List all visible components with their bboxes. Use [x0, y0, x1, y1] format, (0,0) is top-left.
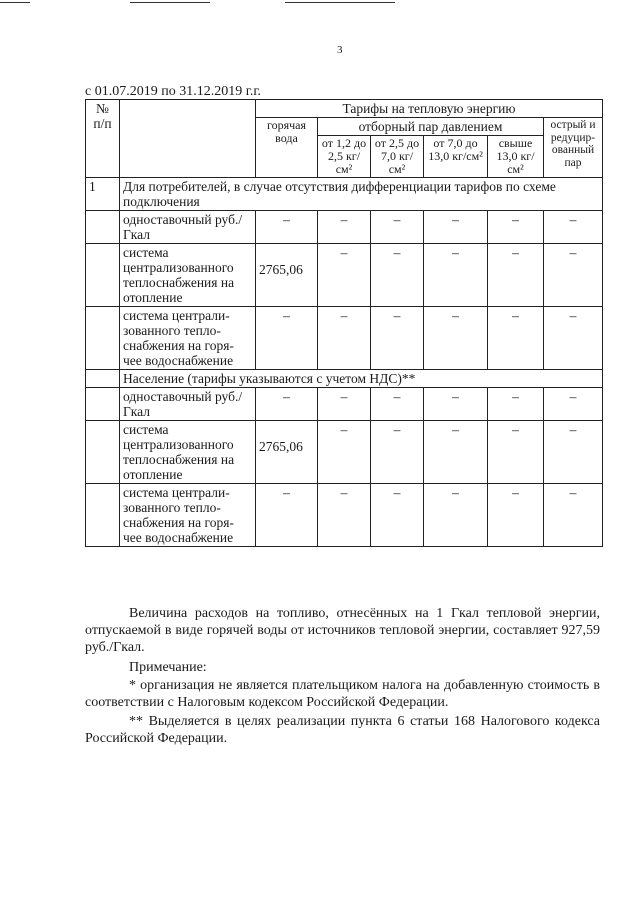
dash-cell: – [318, 421, 371, 484]
dash-cell: – [488, 211, 544, 244]
header-pressure: от 1,2 до 2,5 кг/см² [318, 136, 371, 178]
table-row [86, 421, 603, 484]
dash-cell: – [424, 421, 488, 484]
scan-mark [285, 2, 395, 3]
table-group-row [86, 178, 603, 211]
dash-cell: – [424, 307, 488, 370]
header-pressure: свыше 13,0 кг/см² [488, 136, 544, 178]
dash-cell: – [318, 244, 371, 307]
fuel-cost-paragraph: Величина расходов на топливо, отнесённых на 1 Гкал тепловой энергии, отпускаемой в виде горячей воды от источников тепловой энергии, составляет 927,59 руб./Гкал. [85, 606, 600, 655]
group-number: 1 [86, 178, 120, 211]
tariff-period: с 01.07.2019 по 31.12.2019 г.г. [85, 84, 262, 99]
table-row [86, 307, 603, 370]
dash-cell: – [424, 484, 488, 547]
header-steam: отборный пар давлением [318, 118, 544, 136]
header-number: № п/п [86, 100, 120, 178]
dash-cell: – [318, 211, 371, 244]
note-title: Примечание: [129, 660, 207, 675]
dash-cell: – [544, 484, 603, 547]
dash-cell: – [488, 421, 544, 484]
note-one: * организация не является плательщиком налога на добавленную стоимость в соответствии с Налоговым кодексом Российской Федерации. [85, 678, 600, 710]
table-row [86, 484, 603, 547]
header-empty [120, 100, 256, 178]
dash-cell: – [371, 421, 424, 484]
dash-cell: – [544, 307, 603, 370]
hot-water-value: 2765,06 [256, 421, 318, 484]
group-title: Население (тарифы указываются с учетом НДС)** [120, 370, 603, 388]
dash-cell: – [371, 388, 424, 421]
tariff-table [85, 99, 603, 547]
dash-cell: – [488, 244, 544, 307]
dash-cell: – [544, 421, 603, 484]
hot-water-value: 2765,06 [256, 244, 318, 307]
dash-cell: – [371, 307, 424, 370]
dash-cell: – [371, 484, 424, 547]
dash-cell: – [488, 388, 544, 421]
hot-water-value: – [256, 388, 318, 421]
dash-cell: – [488, 484, 544, 547]
note-two: ** Выделяется в целях реализации пункта 6 статьи 168 Налогового кодекса Российской Федерации. [85, 714, 600, 746]
page-number: 3 [337, 44, 343, 56]
table-header-row [86, 100, 603, 118]
table-row [86, 211, 603, 244]
hot-water-value: – [256, 484, 318, 547]
table-row [86, 244, 603, 307]
dash-cell: – [488, 307, 544, 370]
hot-water-value: – [256, 307, 318, 370]
row-label: одноставочный руб./Гкал [120, 388, 256, 421]
row-label: система централи-зованного тепло-снабжения на горя-чее водоснабжение [120, 307, 256, 370]
row-label: система централи-зованного тепло-снабжения на горя-чее водоснабжение [120, 484, 256, 547]
dash-cell: – [424, 244, 488, 307]
dash-cell: – [371, 244, 424, 307]
header-pressure: от 7,0 до 13,0 кг/см² [424, 136, 488, 178]
row-label: система централизованного теплоснабжения на отопление [120, 421, 256, 484]
group-title: Для потребителей, в случае отсутствия дифференциации тарифов по схеме подключения [120, 178, 603, 211]
hot-water-value: – [256, 211, 318, 244]
dash-cell: – [544, 244, 603, 307]
table-row [86, 388, 603, 421]
header-pressure: от 2,5 до 7,0 кг/см² [371, 136, 424, 178]
header-hot-water: горячая вода [256, 118, 318, 178]
dash-cell: – [318, 307, 371, 370]
row-label: система централизованного теплоснабжения на отопление [120, 244, 256, 307]
header-sharp-steam: острый и редуцир-ованный пар [544, 118, 603, 178]
dash-cell: – [424, 388, 488, 421]
scan-mark [0, 2, 30, 3]
dash-cell: – [424, 211, 488, 244]
dash-cell: – [318, 388, 371, 421]
dash-cell: – [318, 484, 371, 547]
dash-cell: – [371, 211, 424, 244]
scan-mark [130, 2, 210, 3]
row-label: одноставочный руб./Гкал [120, 211, 256, 244]
dash-cell: – [544, 388, 603, 421]
dash-cell: – [544, 211, 603, 244]
header-tariffs: Тарифы на тепловую энергию [256, 100, 603, 118]
table-group-row [86, 370, 603, 388]
